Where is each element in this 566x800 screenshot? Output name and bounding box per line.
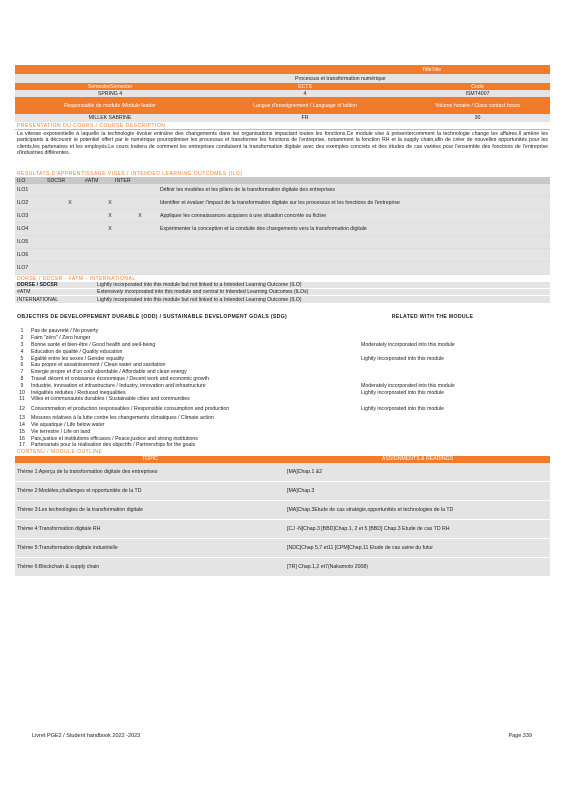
sdg-number: 2: [20, 335, 24, 342]
sdg-row: [15, 328, 550, 335]
sdg-row: [15, 355, 550, 362]
sdg-row: [15, 442, 550, 449]
ilo-atm: X: [108, 213, 112, 219]
title-value: Processus et transformation numérique: [295, 75, 386, 82]
content-col-topic: TOPIC: [142, 456, 158, 463]
sdg-row: [15, 369, 550, 376]
content-col-assign: ASSIGNMENTS & READINGS: [381, 456, 454, 463]
sdg-text: Energie propre et d'un coût abordable / Affordable and clean energy: [31, 369, 187, 376]
sdg-number: 9: [20, 382, 24, 389]
topic-text: Thème 4:Transformation digitale RH: [17, 525, 101, 532]
content-table: [15, 463, 550, 577]
semester-value: SPRING 4: [97, 90, 123, 97]
leader-label: Responsable de module /Module leader: [64, 102, 156, 109]
ilo-id: ILO5: [17, 239, 29, 245]
sdg-number: 5: [20, 355, 24, 362]
sdg-related-heading: RELATED WITH THE MODULE: [391, 314, 474, 320]
dsr-table: [15, 282, 550, 303]
sdg-related: Lightly incorporated into this module: [361, 389, 445, 396]
ilo-col-sdcsr: SDCSR: [47, 177, 66, 184]
hours-value: 30: [474, 115, 481, 121]
topic-assign: [CJ -N]Chap.3 [BBD]Chap.1, 2 et 5 [BBD] Chap.3 Etude de cas TD RH: [287, 525, 450, 532]
language-value: FR: [301, 115, 309, 121]
code-value: ISMT4007: [465, 90, 490, 97]
sdg-number: 3: [20, 341, 24, 348]
ilo-row: [15, 249, 550, 262]
ilo-row: [15, 236, 550, 249]
dsr-label: DDRSE / SDCSR: [17, 282, 58, 288]
ilo-id: ILO7: [17, 265, 29, 271]
sdg-row: [15, 382, 550, 389]
sdg-text: Villes et communautés durables / Sustainable cities and communities: [31, 396, 190, 403]
ilo-table: [15, 184, 550, 275]
module-sheet: [15, 65, 550, 577]
sdg-text: Vie aquatique / Life below water: [31, 421, 105, 428]
sdg-row: [15, 403, 550, 415]
ilo-row: [15, 184, 550, 197]
dsr-text: Lightly incorporated into this module but not linked to a Intended Learning Outcome (ILO): [97, 282, 302, 288]
topic-assign: [TR] Chap.1,2 et7(Nakamoto 2008): [287, 563, 369, 570]
page-number: Page 339: [508, 733, 532, 739]
sdg-row: [15, 396, 550, 403]
sdg-text: Paix,justice et institutions efficaces / Peace,justice and strong institutions: [31, 435, 198, 442]
sdg-row: [15, 415, 550, 422]
sdg-row: [15, 376, 550, 383]
topic-row: [15, 463, 550, 482]
sdg-number: 7: [20, 369, 24, 376]
presentation-heading-row: [15, 122, 550, 130]
topic-text: Thème 1:Aperçu de la transformation digitale des entreprises: [17, 468, 158, 475]
sdg-number: 12: [19, 405, 25, 412]
dsr-text: Lightly incorporated into this module but not linked to a Intended Learning Outcome (ILO): [97, 296, 302, 303]
sdg-number: 6: [20, 362, 24, 369]
ilo-row: [15, 262, 550, 275]
sdg-text: Partenariats pour la réalisation des objectifs / Partnerships for the goals: [31, 442, 196, 449]
dsr-heading: DDRSE / SDCSR - #ATM - INTERNATIONAL: [17, 275, 136, 282]
ilo-inter: X: [138, 213, 142, 219]
sdg-row: [15, 342, 550, 349]
dsr-heading-row: [15, 275, 550, 282]
topic-text: Thème 2:Modèles,challenges et opportunités de la TD: [17, 487, 142, 494]
topic-row: [15, 539, 550, 558]
sdg-row: [15, 428, 550, 435]
sdg-text: Eau propre et assainissement / Clean water and sanitation: [31, 362, 166, 369]
ilo-text: Expérimenter la conception et la conduite des changements vers la transformation digitale: [160, 226, 367, 232]
page-footer: [32, 733, 532, 739]
leader-header-row: [15, 97, 550, 114]
sdg-text: Pas de pauvreté / No poverty: [31, 328, 99, 335]
ilo-text: Identifier et évaluer l'impact de la transformation digitale sur les processus et les fonctions de l'entreprise: [160, 200, 400, 206]
sdg-number: 4: [20, 348, 24, 355]
topic-row: [15, 520, 550, 539]
sdg-related: Lightly incorporated into this module: [361, 355, 445, 362]
ilo-id: ILO2: [17, 200, 29, 206]
dsr-label: INTERNATIONAL: [17, 296, 59, 303]
sdg-text: Education de qualité / Quality education: [31, 348, 123, 355]
sdg-text: Vie terrestre / Life on land: [31, 428, 91, 435]
topic-row: [15, 558, 550, 577]
ilo-row: [15, 197, 550, 210]
dsr-label: #ATM: [17, 289, 31, 295]
sdg-number: 13: [19, 415, 25, 422]
ilo-col-atm: #ATM: [85, 177, 99, 184]
ilo-id: ILO4: [17, 226, 29, 232]
sdg-number: 15: [19, 428, 25, 435]
ilo-text: Définir les modèles et les piliers de la transformation digitale des entreprises: [160, 187, 336, 193]
title-label: TitleTitle: [421, 66, 442, 73]
ilo-atm: X: [108, 226, 112, 232]
dsr-text: Extensively incorporated into this module and central to Intended Learning Outcomes (ILOs): [97, 289, 309, 295]
ilo-id: ILO6: [17, 252, 29, 258]
sdg-number: 11: [19, 396, 25, 403]
leader-value: MILLEK SABRINE: [88, 115, 132, 121]
semester-header-row: [15, 83, 550, 90]
topic-text: Thème 3:Les technologies de la transformation digitale: [17, 506, 144, 513]
content-column-headers: [15, 456, 550, 463]
content-heading-row: [15, 449, 550, 456]
ilo-id: ILO1: [17, 187, 29, 193]
sdg-text: Travail décent et croissance économique / Decent work and economic growth: [31, 375, 210, 382]
sdg-text: Industrie, innovation et infrastructure / Industry, innovation and infrastructure: [31, 382, 206, 389]
sdg-related: Moderately incorporated into this module: [361, 382, 455, 389]
topic-assign: [MA]Chap.3: [287, 487, 315, 494]
sdg-text: Bonne santé et bien-être / Good health and well-being: [31, 341, 156, 348]
sdg-row: [15, 435, 550, 442]
sdg-text: Inégalités réduites / Reduced inequalities: [31, 389, 126, 396]
sdg-heading-row: [15, 306, 550, 328]
semester-label: SemestreSemester: [87, 83, 133, 90]
topic-row: [15, 501, 550, 520]
ilo-col-inter: INTER: [115, 177, 131, 184]
ilo-column-headers: [15, 177, 550, 184]
sdg-row: [15, 335, 550, 342]
ilo-row: [15, 210, 550, 223]
sdg-table: [15, 328, 550, 449]
sdg-number: 16: [19, 435, 25, 442]
topic-row: [15, 482, 550, 501]
sdg-text: Egalité entre les sexes / Gender equality: [31, 355, 125, 362]
sdg-number: 17: [19, 442, 25, 449]
ilo-heading-row: [15, 170, 550, 177]
sdg-row: [15, 389, 550, 396]
footer-left: Livret PGE2 / Student handbook 2022 -2023: [32, 733, 141, 739]
semester-value-row: [15, 90, 550, 97]
sdg-number: 10: [19, 389, 25, 396]
leader-value-row: [15, 114, 550, 122]
content-heading: CONTENU / MODULE OUTLINE: [17, 449, 103, 456]
sdg-related: Lightly incorporated into this module: [361, 405, 445, 412]
title-bar: [15, 65, 550, 74]
ilo-row: [15, 223, 550, 236]
topic-assign: [NDC]Chap 5,7 et11 [CPM]Chap.11 Etude de cas usine du futur: [287, 544, 434, 551]
sdg-number: 1: [20, 328, 24, 335]
topic-assign: [MA]Chap.3Etude de cas stratégie,opportunités et technologies de la TD: [287, 506, 454, 513]
sdg-related: Moderately incorporated into this module: [361, 341, 455, 348]
dsr-row: [15, 289, 550, 296]
ilo-atm: X: [108, 200, 112, 206]
ilo-heading: RESULTATS D'APPRENTISSAGE VISES / INTENDED LEARNING OUTCOMES (ILO): [17, 170, 243, 177]
dsr-row: [15, 282, 550, 289]
language-label: Langue d'enseignement / Language of tuition: [253, 102, 357, 109]
sdg-row: [15, 362, 550, 369]
sdg-text: Consommation et production responsables / Responsible consumption and production: [31, 405, 230, 412]
ilo-col-ilo: ILO: [17, 177, 26, 184]
topic-text: Thème 6:Blockchain & supply chain: [17, 563, 100, 570]
title-value-row: [15, 74, 550, 83]
hours-label: Volume horaire / Class contact hours: [435, 102, 520, 109]
code-label: Code: [471, 83, 484, 90]
topic-assign: [MA]Chap.1 &2: [287, 468, 323, 475]
dsr-row: [15, 296, 550, 303]
course-description: La vitesse exponentielle à laquelle la technologie évolue entraîne des changements dans les organisations impactant toutes les fonctions.Ce module vise à présentercomment la technologie change les affaires.Il amène les participants à découvrir le potentiel offert par le numérique pouroptimiser les processus et transformer les fonctions de l'entreprise, notamment la fonction RH et la supply chain,afin de créer de nouvelles opportunités pour les clients,les partenaires et les employés.Le cours traitera de comment les entreprises conduisent la transformation digitale avec des exemples concrets et des études de cas variées pour l'ensemble des fonctions de l'entreprise d'industries différentes.: [17, 131, 548, 156]
ilo-id: ILO3: [17, 213, 29, 219]
sdg-heading: OBJECTIFS DE DEVELOPPEMENT DURABLE (ODD) / SUSTAINABLE DEVELOPMENT GOALS (SDG): [17, 313, 288, 320]
ilo-text: Appliquer les connaissances acquises à une situation concrète ou fictive: [160, 213, 327, 219]
sdg-text: Mesures relatives à la lutte contre les changements climatiques / Climate action: [31, 415, 214, 422]
sdg-number: 8: [20, 375, 24, 382]
ects-label: ECTS: [298, 83, 312, 90]
ilo-sdcsr: X: [68, 200, 72, 206]
ects-value: 4: [303, 90, 307, 97]
sdg-number: 14: [19, 421, 25, 428]
presentation-heading: PRESENTATION DU COURS / COURSE DESCRIPTION: [17, 122, 166, 129]
topic-text: Thème 5:Transformation digitale industrielle: [17, 544, 118, 551]
sdg-row: [15, 348, 550, 355]
sdg-row: [15, 422, 550, 429]
sdg-text: Faim "zéro" / Zero hunger: [31, 335, 91, 342]
